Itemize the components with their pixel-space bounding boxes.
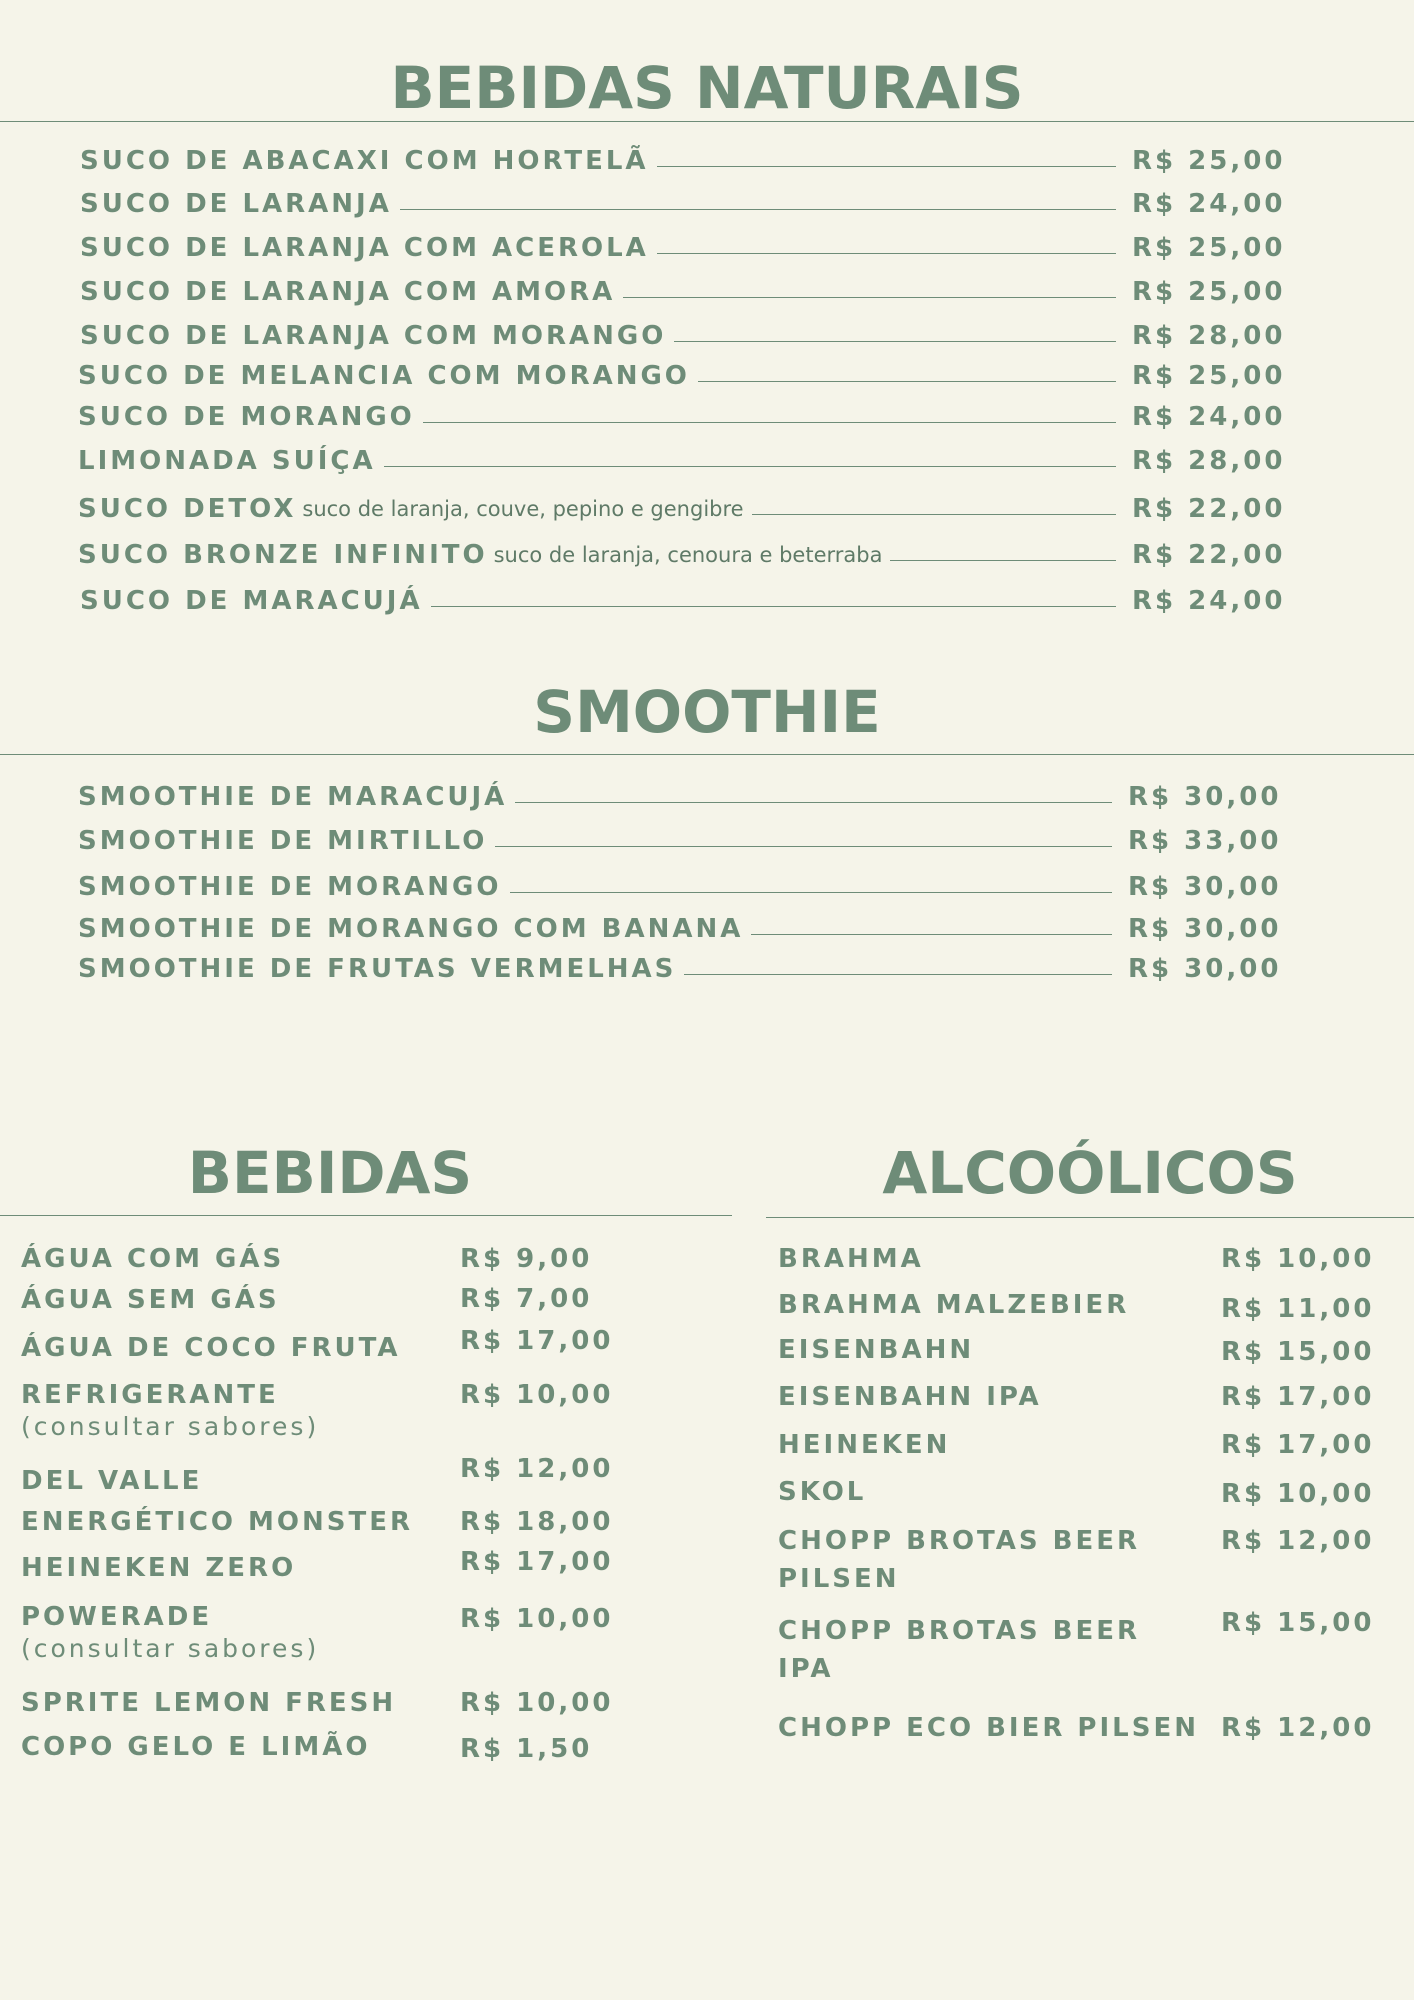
drink-item bbox=[778, 1612, 1198, 1688]
leader-line bbox=[752, 514, 1116, 515]
item-name: BRAHMA MALZEBIER bbox=[778, 1290, 1130, 1320]
drink-item bbox=[778, 1430, 950, 1460]
leader-line bbox=[400, 209, 1116, 210]
menu-row bbox=[78, 944, 1298, 984]
item-price: R$ 25,00 bbox=[1132, 277, 1286, 307]
menu-row bbox=[78, 862, 1298, 902]
item-name: SUCO DE LARANJA COM AMORA bbox=[80, 277, 616, 307]
menu-row bbox=[78, 484, 1302, 524]
item-name: LIMONADA SUÍÇA bbox=[78, 446, 376, 476]
item-name: SUCO DE MORANGO bbox=[78, 402, 415, 432]
menu-row bbox=[80, 136, 1302, 176]
drink-item bbox=[21, 1244, 284, 1274]
leader-line bbox=[510, 892, 1112, 893]
item-name: SUCO DE MELANCIA COM MORANGO bbox=[78, 361, 690, 391]
leader-line bbox=[674, 341, 1116, 342]
item-price: R$ 10,00 bbox=[460, 1688, 614, 1718]
leader-line bbox=[431, 606, 1116, 607]
item-name: HEINEKEN bbox=[778, 1430, 951, 1460]
menu-row bbox=[78, 530, 1302, 570]
leader-line bbox=[684, 974, 1112, 975]
item-note: (consultar sabores) bbox=[21, 1412, 320, 1441]
item-name: EISENBAHN bbox=[778, 1335, 975, 1365]
section-rule-alcoolicos bbox=[766, 1217, 1414, 1218]
menu-row bbox=[78, 392, 1302, 432]
item-description: suco de laranja, cenoura e beterraba bbox=[493, 543, 883, 567]
item-price: R$ 12,00 bbox=[1221, 1526, 1375, 1556]
drink-item bbox=[778, 1335, 974, 1365]
menu-row bbox=[80, 223, 1302, 263]
item-name: SMOOTHIE DE MIRTILLO bbox=[78, 826, 488, 856]
leader-line bbox=[515, 802, 1112, 803]
drink-item bbox=[778, 1382, 1042, 1412]
section-title-bebidas: BEBIDAS bbox=[187, 1139, 473, 1207]
item-name: DEL VALLE bbox=[21, 1466, 203, 1496]
menu-row bbox=[80, 267, 1302, 307]
drink-item bbox=[21, 1380, 319, 1444]
item-name: SUCO DE ABACAXI COM HORTELÃ bbox=[80, 146, 649, 176]
item-price: R$ 12,00 bbox=[460, 1454, 614, 1484]
item-name: SUCO DE MARACUJÁ bbox=[80, 586, 423, 616]
item-name: SUCO DE LARANJA COM MORANGO bbox=[80, 321, 667, 351]
drink-item bbox=[778, 1477, 866, 1507]
menu-row bbox=[80, 311, 1302, 351]
section-title-smoothie: SMOOTHIE bbox=[533, 678, 881, 746]
item-price: R$ 12,00 bbox=[1221, 1713, 1375, 1743]
leader-line bbox=[657, 166, 1116, 167]
item-name: ÁGUA DE COCO FRUTA bbox=[21, 1333, 401, 1363]
section-rule-naturais bbox=[0, 121, 1414, 122]
item-name: EISENBAHN IPA bbox=[778, 1382, 1042, 1412]
item-price: R$ 11,00 bbox=[1221, 1294, 1375, 1324]
item-name: SKOL bbox=[778, 1477, 867, 1507]
leader-line bbox=[623, 297, 1116, 298]
item-name: BRAHMA bbox=[778, 1244, 924, 1274]
item-price: R$ 15,00 bbox=[1221, 1337, 1375, 1367]
item-price: R$ 9,00 bbox=[460, 1244, 593, 1274]
drink-item bbox=[778, 1713, 1199, 1743]
menu-row bbox=[78, 904, 1298, 944]
item-name: SUCO BRONZE INFINITO bbox=[78, 540, 488, 570]
item-name: COPO GELO E LIMÃO bbox=[21, 1732, 371, 1762]
item-name: ENERGÉTICO MONSTER bbox=[21, 1507, 414, 1537]
item-price: R$ 25,00 bbox=[1132, 146, 1286, 176]
item-price: R$ 10,00 bbox=[460, 1604, 614, 1634]
item-name: HEINEKEN ZERO bbox=[21, 1553, 297, 1583]
drink-item bbox=[21, 1688, 396, 1718]
item-price: R$ 18,00 bbox=[460, 1507, 614, 1537]
item-price: R$ 1,50 bbox=[460, 1734, 593, 1764]
item-name: SMOOTHIE DE MORANGO bbox=[78, 872, 502, 902]
item-price: R$ 30,00 bbox=[1128, 872, 1282, 902]
section-rule-bebidas bbox=[0, 1215, 732, 1216]
item-price: R$ 28,00 bbox=[1132, 446, 1286, 476]
drink-item bbox=[778, 1244, 924, 1274]
item-price: R$ 30,00 bbox=[1128, 782, 1282, 812]
item-name: SUCO DE LARANJA bbox=[80, 189, 392, 219]
item-name: SMOOTHIE DE MORANGO COM BANANA bbox=[78, 914, 744, 944]
leader-line bbox=[751, 934, 1112, 935]
item-name: SPRITE LEMON FRESH bbox=[21, 1688, 397, 1718]
item-price: R$ 10,00 bbox=[1221, 1244, 1375, 1274]
item-name: SMOOTHIE DE FRUTAS VERMELHAS bbox=[78, 954, 677, 984]
section-title-naturais: BEBIDAS NATURAIS bbox=[390, 54, 1024, 122]
item-name: REFRIGERANTE bbox=[21, 1380, 279, 1410]
item-price: R$ 17,00 bbox=[1221, 1430, 1375, 1460]
drink-item bbox=[21, 1507, 413, 1537]
item-description: suco de laranja, couve, pepino e gengibre bbox=[302, 497, 744, 521]
menu-row bbox=[80, 179, 1302, 219]
leader-line bbox=[423, 422, 1116, 423]
menu-row bbox=[80, 576, 1302, 616]
item-price: R$ 25,00 bbox=[1132, 233, 1286, 263]
item-name: SUCO DETOX bbox=[78, 494, 297, 524]
item-price: R$ 33,00 bbox=[1128, 826, 1282, 856]
item-name: ÁGUA SEM GÁS bbox=[21, 1285, 280, 1315]
item-price: R$ 10,00 bbox=[460, 1380, 614, 1410]
item-name: CHOPP BROTAS BEER IPA bbox=[778, 1616, 1141, 1684]
section-title-alcoolicos: ALCOÓLICOS bbox=[882, 1139, 1298, 1207]
item-price: R$ 24,00 bbox=[1132, 189, 1286, 219]
item-price: R$ 17,00 bbox=[460, 1326, 614, 1356]
item-price: R$ 30,00 bbox=[1128, 954, 1282, 984]
menu-row bbox=[78, 351, 1302, 391]
item-price: R$ 22,00 bbox=[1132, 540, 1286, 570]
item-price: R$ 24,00 bbox=[1132, 586, 1286, 616]
drink-item bbox=[21, 1333, 401, 1363]
item-note: (consultar sabores) bbox=[21, 1634, 320, 1663]
item-price: R$ 25,00 bbox=[1132, 361, 1286, 391]
drink-item bbox=[778, 1290, 1129, 1320]
item-price: R$ 15,00 bbox=[1221, 1608, 1375, 1638]
drink-item bbox=[21, 1285, 280, 1315]
menu-row bbox=[78, 816, 1298, 856]
drink-item bbox=[21, 1553, 296, 1583]
drink-item bbox=[778, 1522, 1198, 1598]
item-price: R$ 24,00 bbox=[1132, 402, 1286, 432]
item-name: SUCO DE LARANJA COM ACEROLA bbox=[80, 233, 649, 263]
item-name: SMOOTHIE DE MARACUJÁ bbox=[78, 782, 508, 812]
item-name: POWERADE bbox=[21, 1602, 213, 1632]
leader-line bbox=[657, 253, 1116, 254]
drink-item bbox=[21, 1602, 319, 1666]
drink-item bbox=[21, 1732, 370, 1762]
leader-line bbox=[495, 846, 1112, 847]
item-name: CHOPP BROTAS BEER PILSEN bbox=[778, 1526, 1141, 1594]
item-price: R$ 17,00 bbox=[460, 1547, 614, 1577]
item-price: R$ 28,00 bbox=[1132, 321, 1286, 351]
leader-line bbox=[698, 381, 1116, 382]
item-price: R$ 30,00 bbox=[1128, 914, 1282, 944]
item-price: R$ 10,00 bbox=[1221, 1479, 1375, 1509]
menu-row bbox=[78, 772, 1298, 812]
item-price: R$ 22,00 bbox=[1132, 494, 1286, 524]
item-price: R$ 17,00 bbox=[1221, 1382, 1375, 1412]
leader-line bbox=[384, 466, 1116, 467]
drink-item bbox=[21, 1466, 202, 1496]
item-name: CHOPP ECO BIER PILSEN bbox=[778, 1713, 1199, 1743]
section-rule-smoothie bbox=[0, 754, 1414, 755]
leader-line bbox=[890, 560, 1116, 561]
menu-row bbox=[78, 436, 1302, 476]
item-price: R$ 7,00 bbox=[460, 1284, 593, 1314]
item-name: ÁGUA COM GÁS bbox=[21, 1244, 285, 1274]
